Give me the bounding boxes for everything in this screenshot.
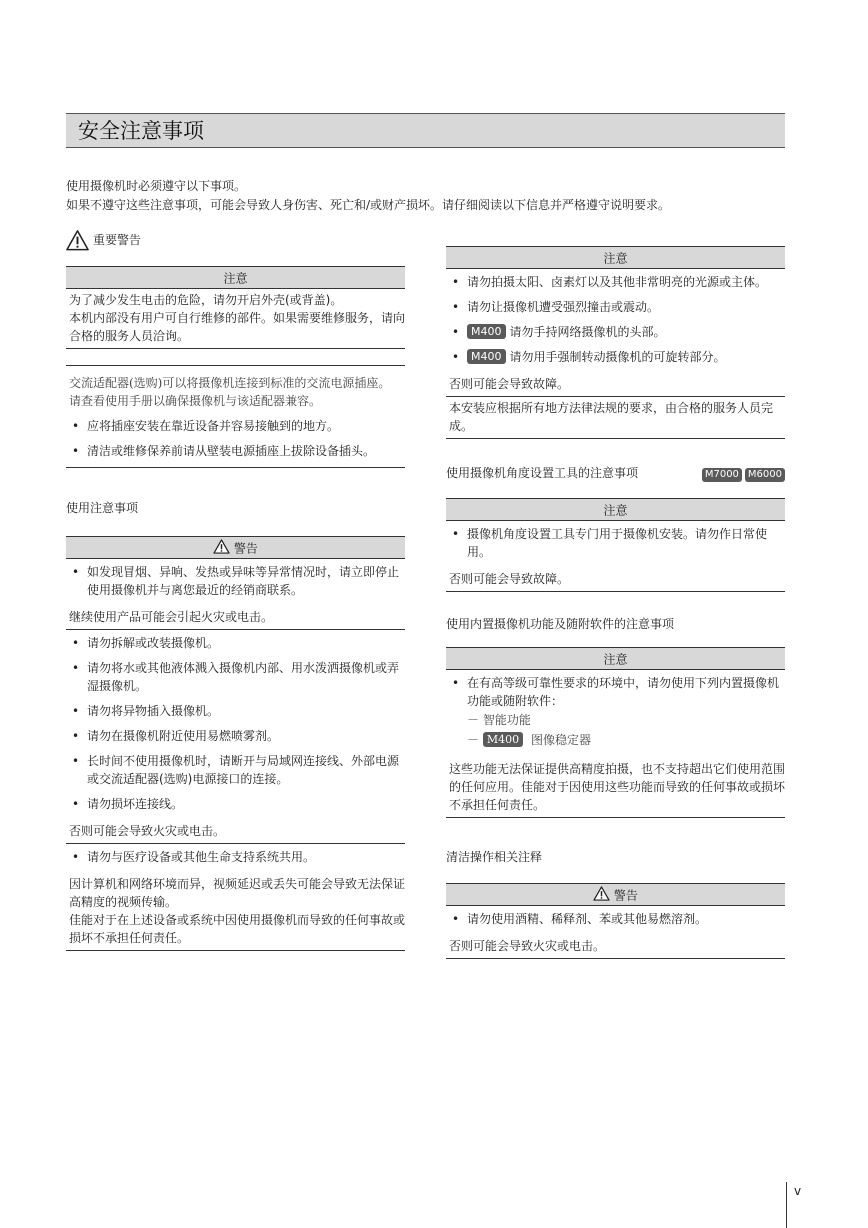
adapter-text — [66, 372, 405, 413]
page-number-rule — [786, 1182, 787, 1228]
page-title: 安全注意事项 — [66, 113, 785, 148]
caution-note: 本安装应根据所有地方法律法规的要求，由合格的服务人员完成。 — [449, 401, 774, 433]
warning-box-usage — [66, 536, 405, 951]
caution-header — [446, 647, 785, 670]
caution-consequence: 否则可能会导致故障。 — [449, 377, 570, 391]
model-tag: M400 — [467, 324, 506, 339]
list-item: • 请勿与医疗设备或其他生命支持系统共用。 — [66, 848, 405, 866]
list-item: • 请勿使用酒精、稀释剂、苯或其他易燃溶剂。 — [446, 910, 785, 928]
sub-item-text: 智能功能 — [482, 713, 531, 727]
intro-line: 使用摄像机时必须遵守以下事项。 — [66, 179, 247, 193]
list-item: • 请勿拆解或改装摄像机。 — [66, 634, 405, 652]
sub-item — [446, 730, 785, 750]
left-column — [66, 228, 405, 951]
item-text: 请勿用手强制转动摄像机的可旋转部分。 — [509, 350, 726, 364]
list-item: • 请勿将水或其他液体溅入摄像机内部、用水泼洒摄像机或弄湿摄像机。 — [66, 659, 405, 695]
list-item — [446, 298, 785, 316]
note-line: 佳能对于在上述设备或系统中因使用摄像机而导致的任何事故或损坏不承担任何责任。 — [69, 913, 406, 945]
sub-item-text: 图像稳定器 — [530, 733, 591, 747]
list-item: • 如发现冒烟、异响、发热或异味等异常情况时，请立即停止使用摄像机并与离您最近的经销商联系。 — [66, 563, 405, 599]
intro-line: 如果不遵守这些注意事项，可能会导致人身伤害、死亡和/或财产损坏。请仔细阅读以下信息并严格遵守说明要求。 — [66, 198, 671, 212]
adapter-box — [66, 365, 405, 468]
caution-label: 注意 — [603, 503, 628, 518]
important-warning-label: 重要警告 — [93, 233, 142, 247]
dash: － — [467, 713, 480, 727]
list-item — [446, 323, 785, 341]
item-text: 请勿手持网络摄像机的头部。 — [509, 325, 666, 339]
item-text: 请勿拍摄太阳、卤素灯以及其他非常明亮的光源或主体。 — [467, 275, 768, 289]
list-item: • 请勿在摄像机附近使用易燃喷雾剂。 — [66, 727, 405, 745]
caution-box-builtin — [446, 647, 785, 818]
model-tag: M400 — [467, 349, 506, 364]
warning-list — [66, 634, 405, 813]
warning-consequence: 否则可能会导致火灾或电击。 — [449, 939, 606, 953]
item-text: 在有高等级可靠性要求的环境中，请勿使用下列内置摄像机功能或随附软件： — [467, 676, 780, 708]
warning-consequence: 否则可能会导致火灾或电击。 — [69, 824, 226, 838]
intro-text — [66, 177, 806, 215]
caution-list — [446, 273, 785, 366]
usage-section-title: 使用注意事项 — [66, 501, 139, 515]
list-item — [446, 674, 785, 710]
cleaning-section-title: 清洁操作相关注释 — [446, 850, 543, 864]
caution-header — [66, 266, 405, 289]
adapter-list — [66, 417, 405, 460]
warning-triangle-icon — [66, 229, 89, 251]
list-item: • 应将插座安装在靠近设备并容易接触到的地方。 — [66, 417, 405, 435]
caution-note: 这些功能无法保证提供高精度拍摄，也不支持超出它们使用范围的任何应用。佳能对于因使用这些功能而导致的任何事故或损坏不承担任何责任。 — [449, 762, 786, 812]
dash: － — [467, 733, 480, 747]
warning-triangle-icon — [213, 539, 230, 554]
builtin-section-title: 使用内置摄像机功能及随附软件的注意事项 — [446, 617, 675, 631]
right-column — [446, 246, 785, 959]
warning-triangle-icon — [593, 886, 610, 901]
page-number: v — [794, 1184, 802, 1198]
warning-header — [446, 883, 785, 906]
caution-list — [446, 674, 785, 710]
important-warning-heading — [66, 228, 405, 252]
caution-box-general — [446, 246, 785, 439]
caution-label: 注意 — [603, 251, 628, 266]
list-item — [446, 273, 785, 291]
warning-label: 警告 — [613, 888, 638, 903]
sub-item — [446, 710, 785, 730]
model-tag: M7000 — [702, 468, 742, 482]
model-tags — [699, 464, 785, 482]
warning-box-cleaning — [446, 883, 785, 959]
list-item — [446, 348, 785, 366]
warning-label: 警告 — [233, 541, 258, 556]
caution-label: 注意 — [223, 271, 248, 286]
caution-consequence: 否则可能会导致故障。 — [449, 572, 570, 586]
warning-consequence: 继续使用产品可能会引起火灾或电击。 — [69, 610, 274, 624]
list-item: • 请勿损坏连接线。 — [66, 795, 405, 813]
caution-header — [446, 498, 785, 521]
warning-list — [446, 910, 785, 928]
warning-note — [66, 873, 405, 950]
warning-list — [66, 563, 405, 599]
warning-list — [66, 848, 405, 866]
list-item: • 请勿将异物插入摄像机。 — [66, 702, 405, 720]
caution-label: 注意 — [603, 652, 628, 667]
caution-text — [66, 289, 405, 348]
model-tag: M400 — [483, 732, 523, 747]
angle-section-title — [446, 464, 785, 482]
model-tag: M6000 — [745, 468, 785, 482]
list-item: • 摄像机角度设置工具专门用于摄像机安装。请勿作日常使用。 — [446, 525, 785, 561]
adapter-line: 交流适配器(选购)可以将摄像机连接到标准的交流电源插座。 — [69, 376, 391, 390]
caution-line: 为了减少发生电击的危险，请勿开启外壳(或背盖)。 — [69, 293, 343, 307]
list-item: • 清洁或维修保养前请从壁装电源插座上拔除设备插头。 — [66, 442, 405, 460]
caution-header — [446, 246, 785, 269]
warning-header — [66, 536, 405, 559]
caution-list — [446, 525, 785, 561]
list-item: • 长时间不使用摄像机时，请断开与局域网连接线、外部电源或交流适配器(选购)电源接口的连接。 — [66, 752, 405, 788]
caution-box-shock — [66, 266, 405, 349]
adapter-line: 请查看使用手册以确保摄像机与该适配器兼容。 — [69, 394, 322, 408]
section-title-text: 使用摄像机角度设置工具的注意事项 — [446, 466, 639, 480]
note-line: 因计算机和网络环境而异，视频延迟或丢失可能会导致无法保证高精度的视频传输。 — [69, 877, 406, 909]
item-text: 请勿让摄像机遭受强烈撞击或震动。 — [467, 300, 660, 314]
caution-line: 本机内部没有用户可自行维修的部件。如果需要维修服务，请向合格的服务人员洽询。 — [69, 311, 406, 343]
caution-box-angle — [446, 498, 785, 592]
